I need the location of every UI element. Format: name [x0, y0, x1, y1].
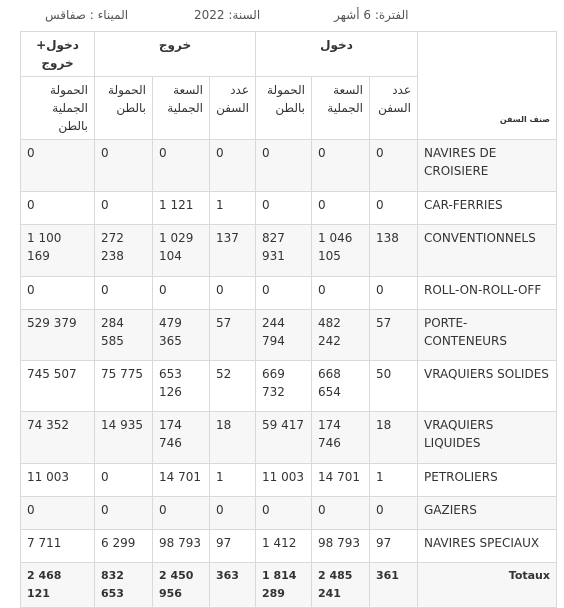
row-category: CONVENTIONNELS — [418, 225, 557, 277]
in-gross-cell: 98 793 — [312, 530, 370, 563]
in-tonnage-cell: 827 931 — [256, 225, 312, 277]
row-category: ROLL-ON-ROLL-OFF — [418, 277, 557, 310]
out-tonnage-cell: 832 653 — [95, 563, 153, 608]
total-tonnage-cell: 0 — [21, 497, 95, 530]
totals-row — [21, 563, 557, 608]
row-category: Totaux — [418, 563, 557, 608]
out-tonnage-cell: 0 — [95, 497, 153, 530]
table-row — [21, 464, 557, 497]
in-ships-cell: 57 — [370, 310, 418, 361]
table-row — [21, 192, 557, 225]
row-category: VRAQUIERS SOLIDES — [418, 361, 557, 412]
row-category: PETROLIERS — [418, 464, 557, 497]
out-tonnage-cell: 0 — [95, 277, 153, 310]
out-ships-cell: 1 — [210, 192, 256, 225]
out-tonnage-cell: 0 — [95, 192, 153, 225]
out-ships-cell: 0 — [210, 497, 256, 530]
table-row — [21, 277, 557, 310]
out-ships-cell: 363 — [210, 563, 256, 608]
in-tonnage-cell: 1 412 — [256, 530, 312, 563]
total-tonnage-cell: 74 352 — [21, 412, 95, 464]
out-tonnage-cell: 284 585 — [95, 310, 153, 361]
row-category: PORTE-CONTENEURS — [418, 310, 557, 361]
in-gross-cell: 174 746 — [312, 412, 370, 464]
out-gross-cell: 174 746 — [153, 412, 210, 464]
in-ships-cell: 138 — [370, 225, 418, 277]
in-ships-cell: 361 — [370, 563, 418, 608]
year-label: السنة: 2022 — [194, 8, 261, 22]
out-ships-cell: 57 — [210, 310, 256, 361]
in-gross-cell: 668 654 — [312, 361, 370, 412]
in-ships-cell: 0 — [370, 192, 418, 225]
out-gross-cell: 2 450 956 — [153, 563, 210, 608]
out-tonnage-cell: 75 775 — [95, 361, 153, 412]
in-ships-cell: 97 — [370, 530, 418, 563]
in-tonnage-cell: 669 732 — [256, 361, 312, 412]
table-row — [21, 361, 557, 412]
out-gross-cell: 0 — [153, 277, 210, 310]
in-gross-cell: 482 242 — [312, 310, 370, 361]
row-category: VRAQUIERS LIQUIDES — [418, 412, 557, 464]
out-tonnage-cell: 14 935 — [95, 412, 153, 464]
in-tonnage-cell: 59 417 — [256, 412, 312, 464]
out-ships-cell: 97 — [210, 530, 256, 563]
out-gross-cell: 0 — [153, 497, 210, 530]
total-tonnage-cell: 0 — [21, 277, 95, 310]
out-tonnage-cell: 6 299 — [95, 530, 153, 563]
out-tonnage-cell: 0 — [95, 140, 153, 192]
in-ships-cell: 0 — [370, 497, 418, 530]
total-tonnage-cell: 529 379 — [21, 310, 95, 361]
in-tonnage-cell: 0 — [256, 277, 312, 310]
total-tonnage-cell: 745 507 — [21, 361, 95, 412]
total-tonnage-cell: 1 100 169 — [21, 225, 95, 277]
in-gross-cell: 1 046 105 — [312, 225, 370, 277]
in-gross-cell: 0 — [312, 140, 370, 192]
in-tonnage-cell: 0 — [256, 140, 312, 192]
in-ships-cell: 50 — [370, 361, 418, 412]
total-tonnage-cell: 0 — [21, 192, 95, 225]
out-gross-cell: 14 701 — [153, 464, 210, 497]
out-ships-cell: 18 — [210, 412, 256, 464]
group-exit: خروج — [95, 32, 256, 77]
col-out-tonnage: الحمولة بالطن — [95, 77, 153, 140]
table-row — [21, 140, 557, 192]
row-category: CAR-FERRIES — [418, 192, 557, 225]
out-gross-cell: 653 126 — [153, 361, 210, 412]
row-category: NAVIRES SPECIAUX — [418, 530, 557, 563]
group-header-row — [21, 32, 557, 77]
out-gross-cell: 1 121 — [153, 192, 210, 225]
in-gross-cell: 14 701 — [312, 464, 370, 497]
col-in-tonnage: الحمولة بالطن — [256, 77, 312, 140]
col-total-tonnage: الحمولة الجملية بالطن — [21, 77, 95, 140]
in-tonnage-cell: 1 814 289 — [256, 563, 312, 608]
in-tonnage-cell: 244 794 — [256, 310, 312, 361]
in-tonnage-cell: 11 003 — [256, 464, 312, 497]
ship-traffic-table — [20, 31, 557, 608]
out-gross-cell: 98 793 — [153, 530, 210, 563]
table-row — [21, 497, 557, 530]
out-gross-cell: 479 365 — [153, 310, 210, 361]
in-ships-cell: 18 — [370, 412, 418, 464]
in-tonnage-cell: 0 — [256, 192, 312, 225]
group-total: دخول+ خروج — [21, 32, 95, 77]
table-row — [21, 412, 557, 464]
col-out-gross: السعة الجملية — [153, 77, 210, 140]
in-ships-cell: 1 — [370, 464, 418, 497]
col-in-ships: عدد السفن — [370, 77, 418, 140]
period-label: الفترة: 6 أشهر — [334, 8, 409, 22]
in-gross-cell: 0 — [312, 497, 370, 530]
in-ships-cell: 0 — [370, 140, 418, 192]
out-ships-cell: 0 — [210, 277, 256, 310]
in-gross-cell: 2 485 241 — [312, 563, 370, 608]
port-label: الميناء : صفاقس — [45, 8, 129, 22]
out-ships-cell: 0 — [210, 140, 256, 192]
in-tonnage-cell: 0 — [256, 497, 312, 530]
col-category: صنف السفن — [418, 32, 557, 140]
out-tonnage-cell: 272 238 — [95, 225, 153, 277]
total-tonnage-cell: 2 468 121 — [21, 563, 95, 608]
total-tonnage-cell: 0 — [21, 140, 95, 192]
row-category: NAVIRES DE CROISIERE — [418, 140, 557, 192]
in-gross-cell: 0 — [312, 192, 370, 225]
in-ships-cell: 0 — [370, 277, 418, 310]
total-tonnage-cell: 11 003 — [21, 464, 95, 497]
table-row — [21, 310, 557, 361]
out-ships-cell: 52 — [210, 361, 256, 412]
out-gross-cell: 1 029 104 — [153, 225, 210, 277]
group-entry: دخول — [256, 32, 418, 77]
out-ships-cell: 137 — [210, 225, 256, 277]
out-tonnage-cell: 0 — [95, 464, 153, 497]
out-gross-cell: 0 — [153, 140, 210, 192]
col-out-ships: عدد السفن — [210, 77, 256, 140]
in-gross-cell: 0 — [312, 277, 370, 310]
col-in-gross: السعة الجملية — [312, 77, 370, 140]
total-tonnage-cell: 7 711 — [21, 530, 95, 563]
row-category: GAZIERS — [418, 497, 557, 530]
out-ships-cell: 1 — [210, 464, 256, 497]
table-row — [21, 530, 557, 563]
table-row — [21, 225, 557, 277]
